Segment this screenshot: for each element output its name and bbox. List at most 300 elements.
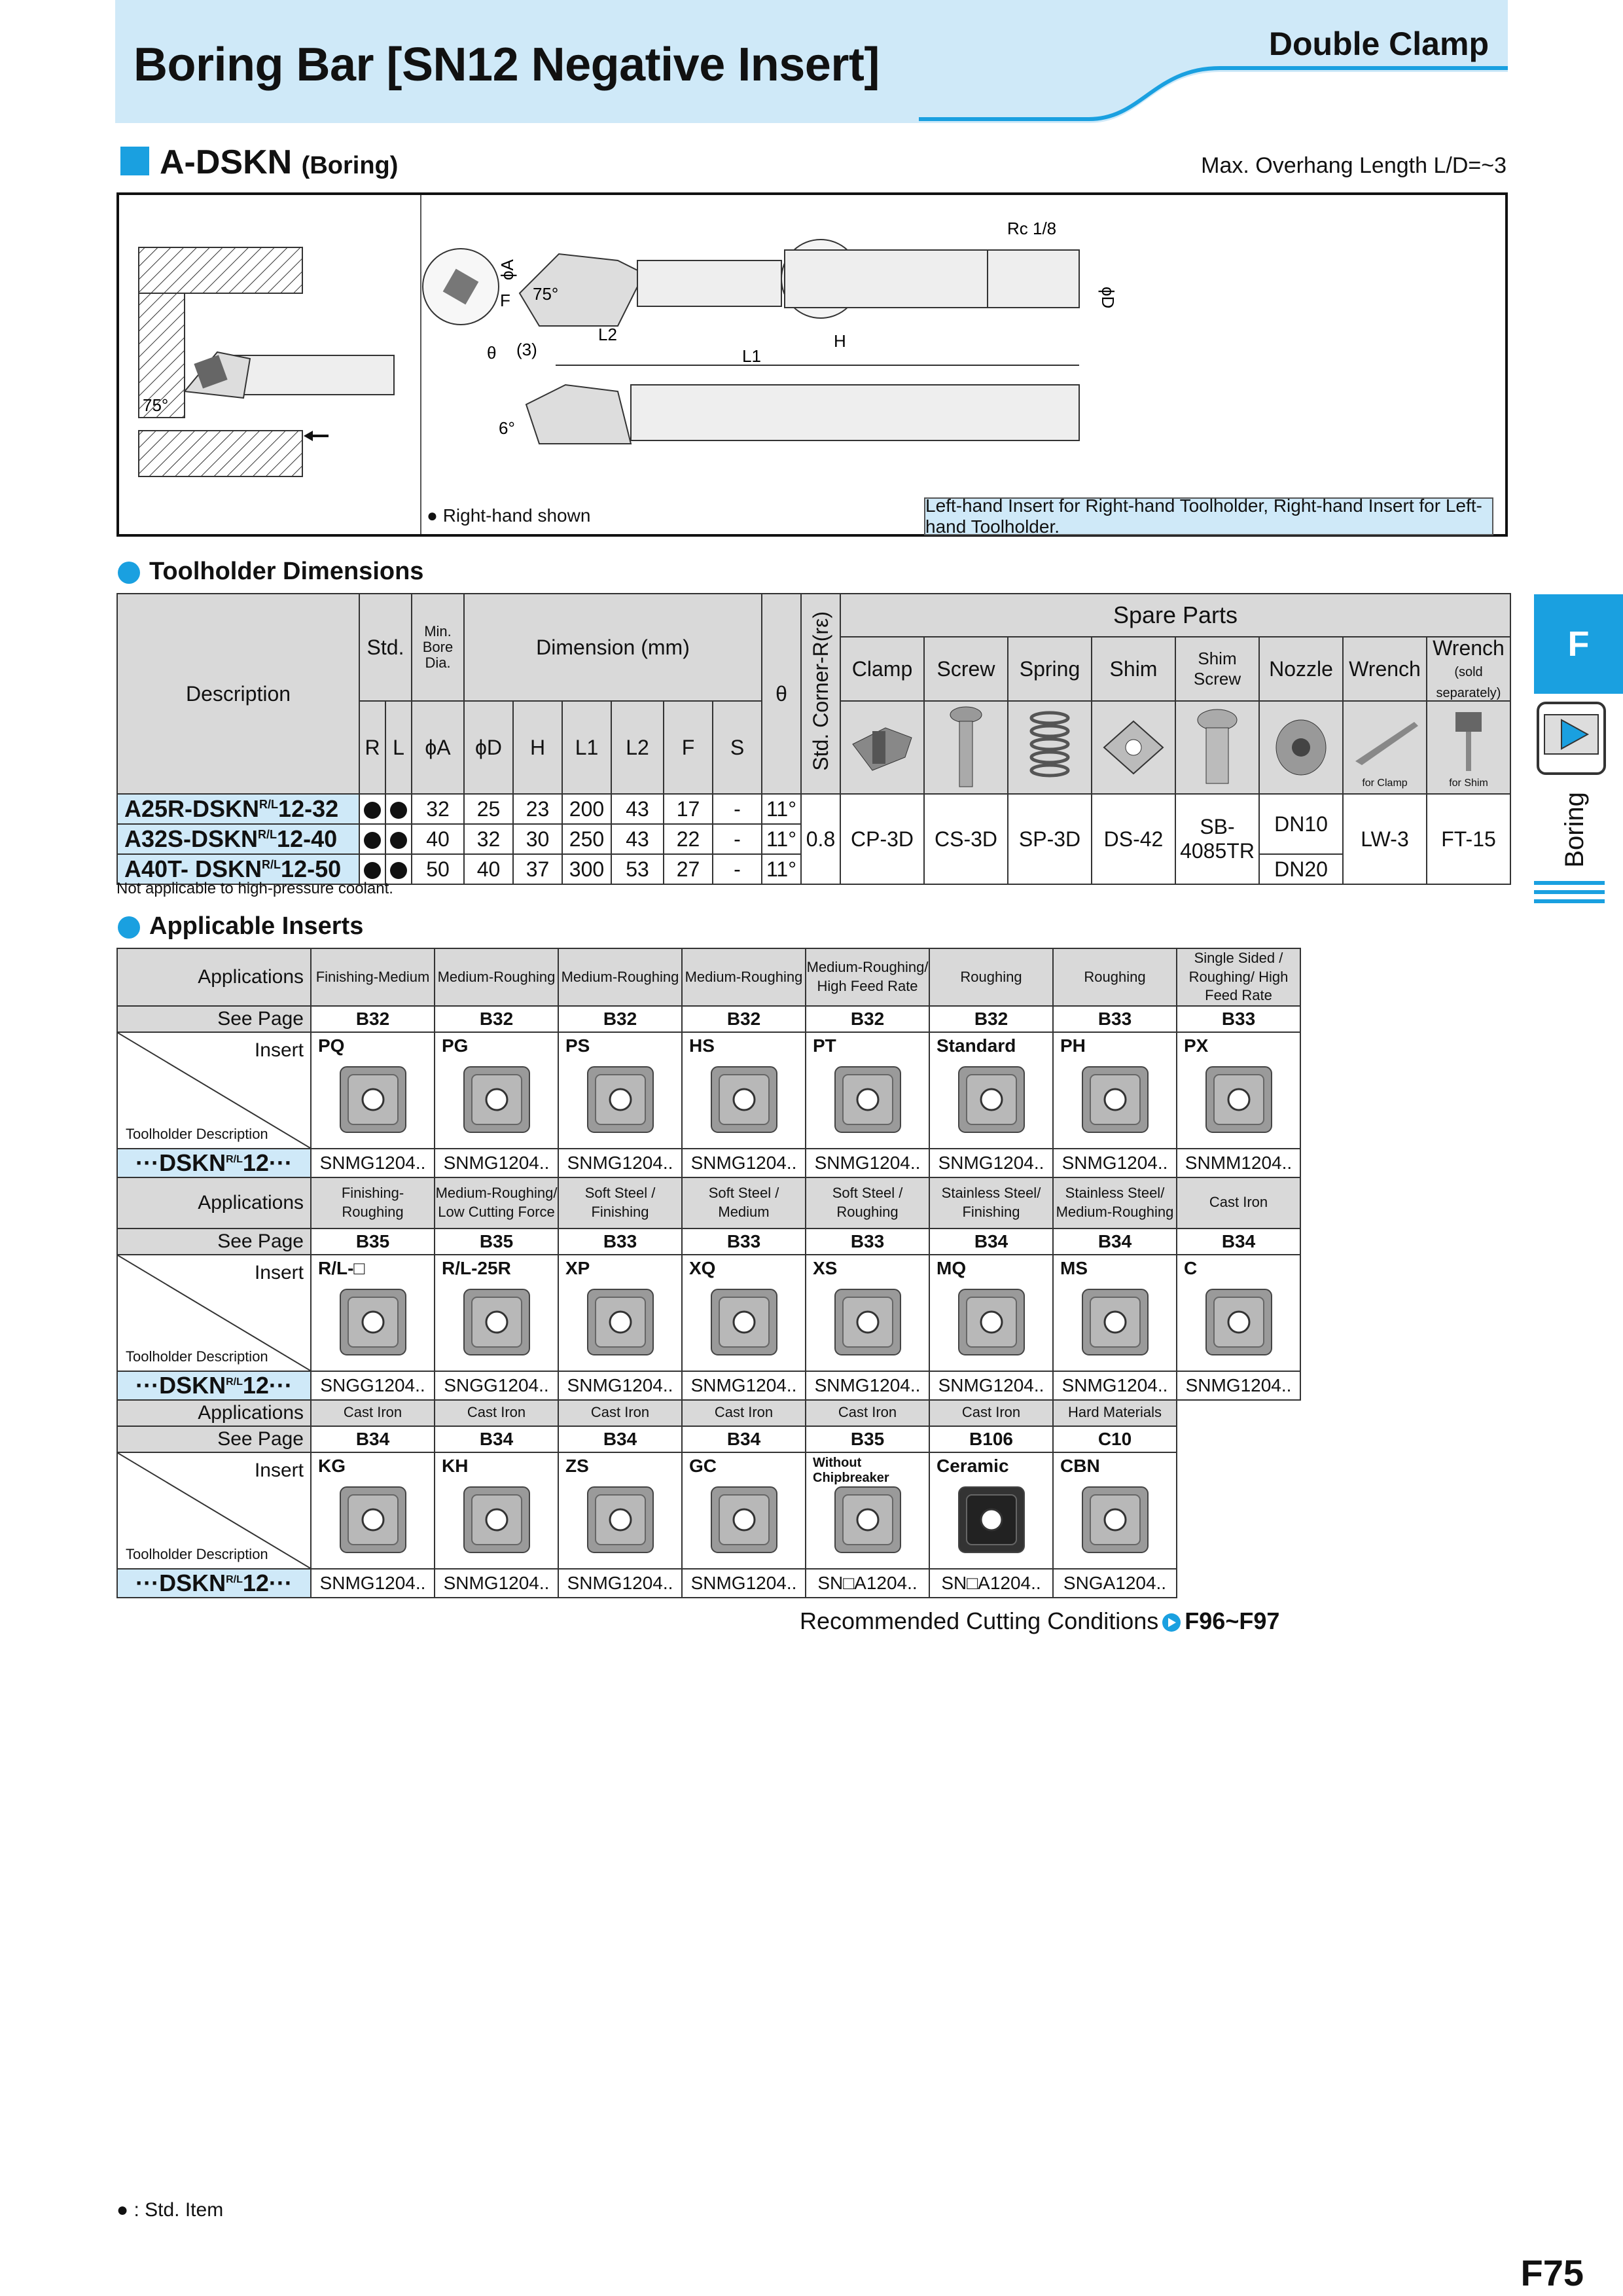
angle-6-label: 6° bbox=[499, 418, 515, 438]
th-shim-screw-header: Shim Screw bbox=[1175, 637, 1259, 701]
toolholder-table bbox=[116, 593, 1511, 885]
see-page-link[interactable]: B34 bbox=[1177, 1229, 1300, 1255]
th-S-header: S bbox=[713, 701, 762, 794]
shim-image bbox=[1092, 701, 1175, 794]
insert-image-wrap bbox=[584, 1285, 657, 1363]
see-page-link[interactable]: B32 bbox=[558, 1006, 682, 1032]
insert-code: SNMG1204.. bbox=[929, 1371, 1053, 1400]
insert-name: MS bbox=[1060, 1257, 1088, 1278]
cell-S: - bbox=[713, 794, 762, 824]
insert-cell bbox=[682, 1255, 806, 1371]
th-spare-parts-header: Spare Parts bbox=[840, 594, 1510, 637]
cell-H: 23 bbox=[513, 794, 562, 824]
toolholder-heading: Toolholder Dimensions bbox=[118, 558, 423, 586]
insert-image-wrap bbox=[1202, 1063, 1275, 1141]
recommended-conditions[interactable]: Recommended Cutting Conditions F96~F97 bbox=[800, 1607, 1280, 1634]
insert-image-wrap bbox=[955, 1063, 1028, 1141]
insert-code: SNMG1204.. bbox=[806, 1149, 929, 1177]
see-page-link[interactable]: B35 bbox=[311, 1229, 435, 1255]
cell-H: 30 bbox=[513, 824, 562, 854]
insert-image-wrap bbox=[584, 1063, 657, 1141]
std-R-dot bbox=[359, 824, 385, 854]
application-cell: Stainless Steel/ Medium-Roughing bbox=[1053, 1177, 1177, 1229]
side-tab-letter[interactable]: F bbox=[1534, 594, 1623, 694]
insert-image-wrap bbox=[1079, 1483, 1152, 1561]
see-page-label: See Page bbox=[117, 1426, 311, 1452]
table-row-desc-2: A40T- $DSKN^{R/L}12-50$ bbox=[117, 854, 359, 884]
insert-cell bbox=[558, 1032, 682, 1149]
insert-cell bbox=[929, 1032, 1053, 1149]
th-wrench-header: Wrench bbox=[1343, 637, 1427, 701]
insert-name: PT bbox=[813, 1035, 836, 1056]
insert-code: SNMG1204.. bbox=[435, 1569, 558, 1598]
cell-clamp: CP-3D bbox=[840, 794, 924, 884]
th-std-header: Std. bbox=[359, 594, 412, 701]
insert-image bbox=[584, 1285, 657, 1359]
insert-image bbox=[707, 1285, 781, 1359]
see-page-link[interactable]: B34 bbox=[1053, 1229, 1177, 1255]
cell-L1: 200 bbox=[562, 794, 611, 824]
see-page-link[interactable]: C10 bbox=[1053, 1426, 1177, 1452]
insert-code: SNMG1204.. bbox=[311, 1149, 435, 1177]
insert-image bbox=[1202, 1285, 1275, 1359]
insert-name: KH bbox=[442, 1455, 469, 1476]
insert-code: SNMG1204.. bbox=[806, 1371, 929, 1400]
insert-cell bbox=[1053, 1255, 1177, 1371]
page-title: Boring Bar [SN12 Negative Insert] bbox=[134, 39, 880, 91]
spring-image bbox=[1008, 701, 1092, 794]
section-marker bbox=[120, 147, 149, 175]
std-L-dot bbox=[385, 794, 412, 824]
clamp-image bbox=[840, 701, 924, 794]
insert-code: SNMG1204.. bbox=[682, 1569, 806, 1598]
insert-code: SNGG1204.. bbox=[311, 1371, 435, 1400]
insert-image-wrap bbox=[1079, 1285, 1152, 1363]
see-page-link[interactable]: B32 bbox=[682, 1006, 806, 1032]
rc-label: Rc 1/8 bbox=[1007, 219, 1057, 238]
dskn-label bbox=[117, 1569, 311, 1598]
dskn-suffix: 12··· bbox=[242, 1149, 293, 1176]
nozzle-image bbox=[1259, 701, 1343, 794]
insert-code: SNMG1204.. bbox=[558, 1569, 682, 1598]
insert-cell bbox=[682, 1452, 806, 1569]
insert-image bbox=[955, 1483, 1028, 1556]
insert-cell bbox=[311, 1032, 435, 1149]
see-page-link[interactable]: B34 bbox=[682, 1426, 806, 1452]
insert-cell bbox=[1053, 1032, 1177, 1149]
see-page-link[interactable]: B32 bbox=[929, 1006, 1053, 1032]
empty-cell bbox=[1177, 1452, 1300, 1569]
insert-image bbox=[955, 1285, 1028, 1359]
cell-L2: 53 bbox=[611, 854, 664, 884]
phiD-label: ϕD bbox=[1098, 287, 1118, 309]
insert-code: SNMG1204.. bbox=[311, 1569, 435, 1598]
th-F-header: F bbox=[664, 701, 713, 794]
cell-spring: SP-3D bbox=[1008, 794, 1092, 884]
H-label: H bbox=[834, 331, 846, 351]
application-cell: Medium-Roughing bbox=[558, 948, 682, 1006]
see-page-link[interactable]: B32 bbox=[806, 1006, 929, 1032]
th-screw-header: Screw bbox=[924, 637, 1008, 701]
rl-mark: R/L bbox=[226, 1573, 243, 1585]
insert-image-wrap bbox=[336, 1063, 410, 1141]
application-cell: Finishing-Medium bbox=[311, 948, 435, 1006]
insert-image bbox=[831, 1063, 904, 1136]
left-hand-note: Left-hand Insert for Right-hand Toolholder, Right-hand Insert for Left-hand Toolholder. bbox=[924, 497, 1493, 535]
application-cell: Cast Iron bbox=[929, 1400, 1053, 1426]
th-phiA-header: ϕA bbox=[412, 701, 464, 794]
application-cell: Medium-Roughing bbox=[682, 948, 806, 1006]
rl-mark: R/L bbox=[226, 1153, 243, 1165]
insert-image-wrap bbox=[460, 1063, 533, 1141]
empty-cell bbox=[1177, 1400, 1300, 1426]
toolholder-desc-label: Toolholder Description bbox=[126, 1545, 268, 1562]
insert-name: Standard bbox=[936, 1035, 1016, 1056]
see-page-link[interactable]: B32 bbox=[435, 1006, 558, 1032]
cell-F: 17 bbox=[664, 794, 713, 824]
insert-name: R/L-25R bbox=[442, 1257, 511, 1278]
insert-image-wrap bbox=[831, 1063, 904, 1141]
inserts-heading: Applicable Inserts bbox=[118, 912, 363, 941]
insert-image-wrap bbox=[831, 1285, 904, 1363]
insert-cell bbox=[929, 1255, 1053, 1371]
toolholder-desc-label: Toolholder Description bbox=[126, 1348, 268, 1365]
insert-cell bbox=[435, 1032, 558, 1149]
application-cell: Medium-Roughing/ Low Cutting Force bbox=[435, 1177, 558, 1229]
insert-name: MQ bbox=[936, 1257, 967, 1278]
insert-cell bbox=[311, 1452, 435, 1569]
insert-image-wrap bbox=[707, 1483, 781, 1561]
insert-image-wrap bbox=[707, 1063, 781, 1141]
cell-L2: 43 bbox=[611, 794, 664, 824]
application-cell: Soft Steel / Medium bbox=[682, 1177, 806, 1229]
insert-cell bbox=[558, 1255, 682, 1371]
cell-theta: 11° bbox=[762, 824, 801, 854]
applications-label: Applications bbox=[117, 1400, 311, 1426]
insert-name: GC bbox=[689, 1455, 717, 1476]
insert-image bbox=[336, 1063, 410, 1136]
arrow-right-icon bbox=[1161, 1612, 1182, 1633]
application-cell: Cast Iron bbox=[435, 1400, 558, 1426]
insert-image-wrap bbox=[955, 1285, 1028, 1363]
three-label: (3) bbox=[516, 340, 537, 359]
see-page-link[interactable]: B33 bbox=[682, 1229, 806, 1255]
screw-image bbox=[924, 701, 1008, 794]
insert-label: Insert bbox=[254, 1261, 304, 1283]
insert-code: SNMG1204.. bbox=[1177, 1371, 1300, 1400]
right-hand-note: ● Right-hand shown bbox=[427, 505, 591, 526]
cell-phiD: 32 bbox=[464, 824, 513, 854]
insert-image-wrap bbox=[831, 1483, 904, 1561]
insert-image-wrap bbox=[955, 1483, 1028, 1561]
page-number: F75 bbox=[1520, 2252, 1584, 2293]
application-cell: Stainless Steel/ Finishing bbox=[929, 1177, 1053, 1229]
application-cell: Hard Materials bbox=[1053, 1400, 1177, 1426]
see-page-link[interactable]: B34 bbox=[311, 1426, 435, 1452]
insert-code: SNMG1204.. bbox=[929, 1149, 1053, 1177]
insert-name: KG bbox=[318, 1455, 346, 1476]
insert-header-cell bbox=[117, 1255, 311, 1371]
L1-label: L1 bbox=[742, 346, 761, 366]
insert-header-cell bbox=[117, 1452, 311, 1569]
insert-code: SNGA1204.. bbox=[1053, 1569, 1177, 1598]
toolholder-desc-label: Toolholder Description bbox=[126, 1125, 268, 1142]
header-tag: Double Clamp bbox=[1268, 26, 1489, 62]
application-cell: Medium-Roughing bbox=[435, 948, 558, 1006]
insert-cell bbox=[1177, 1255, 1300, 1371]
cell-phiA: 50 bbox=[412, 854, 464, 884]
cell-corner: 0.8 bbox=[801, 794, 840, 884]
dskn-label bbox=[117, 1149, 311, 1177]
see-page-label: See Page bbox=[117, 1006, 311, 1032]
shim-screw-image bbox=[1175, 701, 1259, 794]
insert-image bbox=[336, 1285, 410, 1359]
see-page-link[interactable]: B106 bbox=[929, 1426, 1053, 1452]
insert-image bbox=[831, 1483, 904, 1556]
insert-code: SN□A1204.. bbox=[929, 1569, 1053, 1598]
insert-name: C bbox=[1184, 1257, 1198, 1278]
th-L-header: L bbox=[385, 701, 412, 794]
insert-name: PX bbox=[1184, 1035, 1209, 1056]
angle-75-right: 75° bbox=[533, 284, 559, 304]
insert-cell bbox=[806, 1452, 929, 1569]
th-corner-header: Std. Corner-R(rε) bbox=[801, 594, 840, 794]
application-cell: Soft Steel / Roughing bbox=[806, 1177, 929, 1229]
applications-label: Applications bbox=[117, 1177, 311, 1229]
insert-image bbox=[831, 1285, 904, 1359]
cell-screw: CS-3D bbox=[924, 794, 1008, 884]
cell-phiD: 40 bbox=[464, 854, 513, 884]
boring-section-icon bbox=[1535, 700, 1607, 776]
insert-image bbox=[1079, 1285, 1152, 1359]
dskn-label bbox=[117, 1371, 311, 1400]
see-page-link[interactable]: B35 bbox=[435, 1229, 558, 1255]
insert-code: SNMM1204.. bbox=[1177, 1149, 1300, 1177]
th-spring-header: Spring bbox=[1008, 637, 1092, 701]
std-R-dot bbox=[359, 794, 385, 824]
cell-wrench: LW-3 bbox=[1343, 794, 1427, 884]
insert-image-wrap bbox=[1202, 1285, 1275, 1363]
see-page-label: See Page bbox=[117, 1229, 311, 1255]
insert-image bbox=[460, 1285, 533, 1359]
insert-image bbox=[460, 1483, 533, 1556]
insert-image bbox=[336, 1483, 410, 1556]
cell-shim: DS-42 bbox=[1092, 794, 1175, 884]
table-row-desc-0: $A25R-DSKN^{R/L}12-32$ bbox=[117, 794, 359, 824]
insert-cell bbox=[682, 1032, 806, 1149]
th-clamp-header: Clamp bbox=[840, 637, 924, 701]
application-cell: Medium-Roughing/ High Feed Rate bbox=[806, 948, 929, 1006]
insert-image bbox=[584, 1483, 657, 1556]
dskn-suffix: 12··· bbox=[242, 1569, 293, 1596]
insert-image-wrap bbox=[584, 1483, 657, 1561]
insert-cell bbox=[806, 1032, 929, 1149]
theta-label: θ bbox=[487, 343, 497, 363]
cell-L2: 43 bbox=[611, 824, 664, 854]
see-page-link[interactable]: B33 bbox=[1053, 1006, 1177, 1032]
insert-image-wrap bbox=[336, 1483, 410, 1561]
coolant-note: Not applicable to high-pressure coolant. bbox=[116, 880, 393, 897]
insert-name: Ceramic bbox=[936, 1455, 1009, 1476]
insert-name: R/L-□ bbox=[318, 1257, 365, 1278]
insert-image bbox=[707, 1483, 781, 1556]
insert-code: SNMG1204.. bbox=[682, 1149, 806, 1177]
application-cell: Cast Iron bbox=[682, 1400, 806, 1426]
dskn-prefix: ···DSKN bbox=[135, 1149, 226, 1176]
cell-L1: 250 bbox=[562, 824, 611, 854]
th-dimension-header: Dimension (mm) bbox=[464, 594, 762, 701]
cell-S: - bbox=[713, 854, 762, 884]
side-rule bbox=[1534, 890, 1605, 894]
tool-diagram bbox=[116, 192, 1508, 537]
insert-code: SNMG1204.. bbox=[1053, 1149, 1177, 1177]
insert-cell bbox=[435, 1255, 558, 1371]
see-page-link[interactable]: B35 bbox=[806, 1426, 929, 1452]
see-page-link[interactable]: B33 bbox=[558, 1229, 682, 1255]
insert-image-wrap bbox=[460, 1285, 533, 1363]
cell-phiD: 25 bbox=[464, 794, 513, 824]
see-page-link[interactable]: B34 bbox=[435, 1426, 558, 1452]
cell-S: - bbox=[713, 824, 762, 854]
wrench-image: for Clamp bbox=[1343, 701, 1427, 794]
wrench2-image: for Shim bbox=[1427, 701, 1510, 794]
insert-cell bbox=[311, 1255, 435, 1371]
insert-label: Insert bbox=[254, 1459, 304, 1481]
boring-illustration bbox=[119, 195, 420, 534]
insert-name: CBN bbox=[1060, 1455, 1100, 1476]
empty-cell bbox=[1177, 1569, 1300, 1598]
insert-cell bbox=[806, 1255, 929, 1371]
insert-cell bbox=[435, 1452, 558, 1569]
insert-code: SNMG1204.. bbox=[1053, 1371, 1177, 1400]
toolholder-drawing bbox=[421, 195, 1508, 483]
F-label: F bbox=[500, 291, 510, 310]
th-L1-header: L1 bbox=[562, 701, 611, 794]
insert-image bbox=[707, 1063, 781, 1136]
cell-F: 27 bbox=[664, 854, 713, 884]
th-min-bore-header: Min. Bore Dia. bbox=[412, 594, 464, 701]
th-L2-header: L2 bbox=[611, 701, 664, 794]
cell-F: 22 bbox=[664, 824, 713, 854]
cell-shim-screw: SB-4085TR bbox=[1175, 794, 1259, 884]
dskn-suffix: 12··· bbox=[242, 1371, 293, 1399]
see-page-link[interactable]: B33 bbox=[1177, 1006, 1300, 1032]
insert-name: XQ bbox=[689, 1257, 716, 1278]
see-page-link[interactable]: B33 bbox=[806, 1229, 929, 1255]
cell-theta: 11° bbox=[762, 794, 801, 824]
insert-code: SNMG1204.. bbox=[435, 1149, 558, 1177]
see-page-link[interactable]: B32 bbox=[311, 1006, 435, 1032]
dskn-prefix: ···DSKN bbox=[135, 1569, 226, 1596]
application-cell: Cast Iron bbox=[1177, 1177, 1300, 1229]
insert-name: ZS bbox=[565, 1455, 589, 1476]
legend: ● : Std. Item bbox=[116, 2199, 224, 2221]
insert-image bbox=[1079, 1063, 1152, 1136]
application-cell: Soft Steel / Finishing bbox=[558, 1177, 682, 1229]
insert-image-wrap bbox=[336, 1285, 410, 1363]
section-title: A-DSKN (Boring) bbox=[160, 143, 399, 181]
th-theta-header: θ bbox=[762, 594, 801, 794]
side-tab-label: Boring bbox=[1560, 792, 1589, 868]
cell-phiA: 40 bbox=[412, 824, 464, 854]
cell-nozzle-1: DN10 bbox=[1259, 794, 1343, 854]
insert-image-wrap bbox=[1079, 1063, 1152, 1141]
insert-cell bbox=[1177, 1032, 1300, 1149]
th-R-header: R bbox=[359, 701, 385, 794]
angle-75-left: 75° bbox=[143, 395, 169, 415]
application-cell: Cast Iron bbox=[558, 1400, 682, 1426]
insert-code: SNMG1204.. bbox=[558, 1371, 682, 1400]
application-cell: Roughing bbox=[1053, 948, 1177, 1006]
application-cell: Cast Iron bbox=[311, 1400, 435, 1426]
insert-cell bbox=[1053, 1452, 1177, 1569]
insert-image bbox=[1202, 1063, 1275, 1136]
insert-label: Insert bbox=[254, 1039, 304, 1061]
insert-cell bbox=[929, 1452, 1053, 1569]
insert-name: XS bbox=[813, 1257, 838, 1278]
insert-code: SNMG1204.. bbox=[682, 1371, 806, 1400]
th-H-header: H bbox=[513, 701, 562, 794]
insert-image bbox=[1079, 1483, 1152, 1556]
cell-phiA: 32 bbox=[412, 794, 464, 824]
application-cell: Roughing bbox=[929, 948, 1053, 1006]
th-nozzle-header: Nozzle bbox=[1259, 637, 1343, 701]
insert-image bbox=[460, 1063, 533, 1136]
th-phiD-header: ϕD bbox=[464, 701, 513, 794]
application-cell: Single Sided / Roughing/ High Feed Rate bbox=[1177, 948, 1300, 1006]
insert-code: SNMG1204.. bbox=[558, 1149, 682, 1177]
th-shim-header: Shim bbox=[1092, 637, 1175, 701]
cell-nozzle-2: DN20 bbox=[1259, 854, 1343, 884]
cell-H: 37 bbox=[513, 854, 562, 884]
table-row-desc-1: $A32S-DSKN^{R/L}12-40$ bbox=[117, 824, 359, 854]
insert-name: PG bbox=[442, 1035, 469, 1056]
phiA-label: ϕA bbox=[497, 259, 517, 280]
side-rule bbox=[1534, 899, 1605, 903]
max-overhang: Max. Overhang Length L/D=~3 bbox=[1201, 153, 1507, 178]
insert-name: XP bbox=[565, 1257, 590, 1278]
insert-name: PQ bbox=[318, 1035, 345, 1056]
see-page-link[interactable]: B34 bbox=[929, 1229, 1053, 1255]
insert-name: PS bbox=[565, 1035, 590, 1056]
applications-label: Applications bbox=[117, 948, 311, 1006]
see-page-link[interactable]: B34 bbox=[558, 1426, 682, 1452]
insert-header-cell bbox=[117, 1032, 311, 1149]
insert-image bbox=[584, 1063, 657, 1136]
insert-image-wrap bbox=[707, 1285, 781, 1363]
application-cell: Cast Iron bbox=[806, 1400, 929, 1426]
rl-mark: R/L bbox=[226, 1376, 243, 1388]
L2-label: L2 bbox=[598, 325, 617, 344]
cell-wrench2: FT-15 bbox=[1427, 794, 1510, 884]
cell-theta: 11° bbox=[762, 854, 801, 884]
cell-L1: 300 bbox=[562, 854, 611, 884]
insert-image bbox=[955, 1063, 1028, 1136]
insert-cell bbox=[558, 1452, 682, 1569]
side-rule bbox=[1534, 881, 1605, 885]
empty-cell bbox=[1177, 1426, 1300, 1452]
insert-image-wrap bbox=[460, 1483, 533, 1561]
th-description-header: Description bbox=[117, 594, 359, 794]
application-cell: Finishing- Roughing bbox=[311, 1177, 435, 1229]
insert-code: SN□A1204.. bbox=[806, 1569, 929, 1598]
insert-code: SNGG1204.. bbox=[435, 1371, 558, 1400]
insert-name: PH bbox=[1060, 1035, 1086, 1056]
insert-name: Without Chipbreaker bbox=[813, 1455, 889, 1485]
th-wrench2-header: Wrench (sold separately) bbox=[1427, 637, 1510, 701]
inserts-table bbox=[116, 948, 1301, 1598]
insert-name: HS bbox=[689, 1035, 715, 1056]
